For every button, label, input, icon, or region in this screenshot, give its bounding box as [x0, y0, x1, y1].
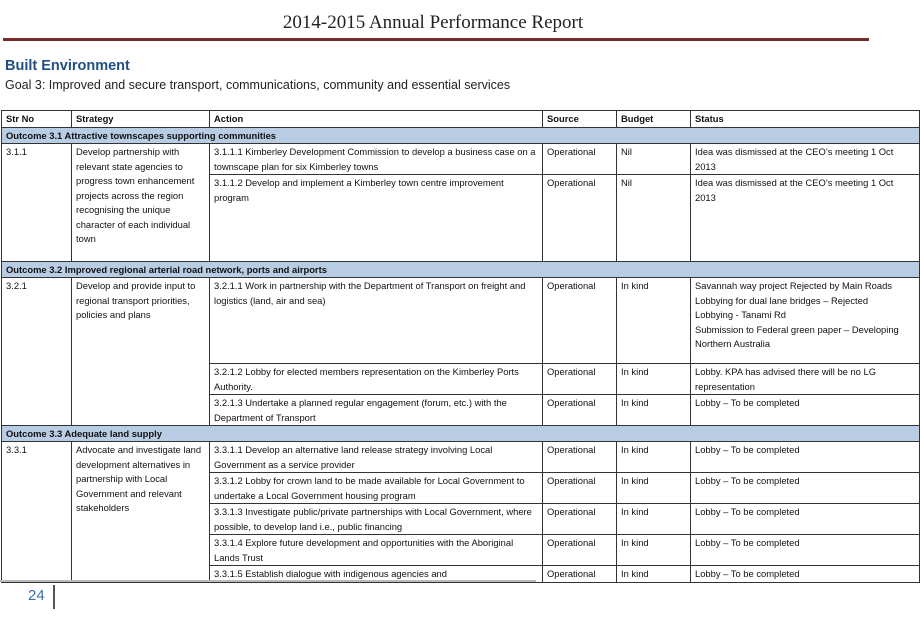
str-no-cell: 3.3.1: [2, 442, 72, 583]
action-cell: 3.1.1.1 Kimberley Development Commission to develop a business case on a townscape plan for six Kimberley towns: [210, 144, 543, 175]
source-cell: Operational: [543, 278, 617, 364]
source-cell: Operational: [543, 473, 617, 504]
budget-cell: In kind: [617, 278, 691, 364]
outcome-label: Outcome 3.1 Attractive townscapes supporting communities: [2, 128, 920, 144]
budget-cell: In kind: [617, 364, 691, 395]
page-number: 24: [28, 587, 45, 604]
table-row: [2, 278, 920, 364]
section-heading: Built Environment: [5, 58, 130, 74]
action-cell: 3.2.1.1 Work in partnership with the Department of Transport on freight and logistics (land, air and sea): [210, 278, 543, 364]
str-no-cell: 3.1.1: [2, 144, 72, 262]
source-cell: Operational: [543, 535, 617, 566]
budget-cell: Nil: [617, 175, 691, 262]
source-cell: Operational: [543, 504, 617, 535]
status-line: Submission to Federal green paper – Developing Northern Australia: [695, 323, 899, 349]
title-divider: [3, 38, 869, 41]
col-header-strategy: Strategy: [72, 111, 210, 128]
status-cell: Lobby – To be completed: [691, 395, 920, 426]
action-cell: 3.3.1.3 Investigate public/private partnerships with Local Government, where possible, to develop land i.e., public financing: [210, 504, 543, 535]
budget-cell: Nil: [617, 144, 691, 175]
col-header-budget: Budget: [617, 111, 691, 128]
col-header-status: Status: [691, 111, 920, 128]
source-cell: Operational: [543, 395, 617, 426]
goal-statement: Goal 3: Improved and secure transport, communications, community and essential services: [5, 78, 511, 92]
budget-cell: In kind: [617, 566, 691, 583]
status-cell: Lobby – To be completed: [691, 566, 920, 583]
status-cell: [691, 278, 920, 364]
source-cell: Operational: [543, 566, 617, 583]
action-cell: 3.3.1.1 Develop an alternative land release strategy involving Local Government as a service provider: [210, 442, 543, 473]
status-cell: Lobby – To be completed: [691, 473, 920, 504]
status-cell: Lobby. KPA has advised there will be no LG representation: [691, 364, 920, 395]
status-cell: Lobby – To be completed: [691, 442, 920, 473]
outcome-row: [2, 426, 920, 442]
status-cell: Lobby – To be completed: [691, 535, 920, 566]
action-cell: 3.1.1.2 Develop and implement a Kimberley town centre improvement program: [210, 175, 543, 262]
action-cell: 3.2.1.3 Undertake a planned regular engagement (forum, etc.) with the Department of Transport: [210, 395, 543, 426]
col-header-source: Source: [543, 111, 617, 128]
outcome-label: Outcome 3.3 Adequate land supply: [2, 426, 920, 442]
col-header-str-no: Str No: [2, 111, 72, 128]
source-cell: Operational: [543, 175, 617, 262]
action-cell: 3.3.1.4 Explore future development and opportunities with the Aboriginal Lands Trust: [210, 535, 543, 566]
status-cell: Idea was dismissed at the CEO’s meeting 1 Oct 2013: [691, 175, 920, 262]
budget-cell: In kind: [617, 395, 691, 426]
page-number-bar: [53, 585, 55, 609]
strategy-cell: Advocate and investigate land development alternatives in partnership with Local Government and relevant stakeholders: [72, 442, 210, 583]
source-cell: Operational: [543, 364, 617, 395]
col-header-action: Action: [210, 111, 543, 128]
action-cell: 3.2.1.2 Lobby for elected members representation on the Kimberley Ports Authority.: [210, 364, 543, 395]
status-line: Lobbying - Tanami Rd: [695, 309, 787, 320]
strategy-cell: Develop partnership with relevant state agencies to progress town enhancement projects across the region recognising the unique character of each individual town: [72, 144, 210, 262]
action-cell: 3.3.1.2 Lobby for crown land to be made available for Local Government to undertake a Local Government housing program: [210, 473, 543, 504]
source-cell: Operational: [543, 442, 617, 473]
strategy-cell: Develop and provide input to regional transport priorities, policies and plans: [72, 278, 210, 426]
status-cell: Idea was dismissed at the CEO’s meeting 1 Oct 2013: [691, 144, 920, 175]
report-title: 2014-2015 Annual Performance Report: [282, 12, 584, 33]
performance-table: [1, 110, 920, 583]
footer-divider: [0, 580, 536, 582]
str-no-cell: 3.2.1: [2, 278, 72, 426]
status-line: Lobbying for dual lane bridges – Rejected: [695, 294, 869, 306]
status-cell: Lobby – To be completed: [691, 504, 920, 535]
budget-cell: In kind: [617, 442, 691, 473]
table-row: [2, 442, 920, 473]
budget-cell: In kind: [617, 535, 691, 566]
action-cell: 3.3.1.5 Establish dialogue with indigenous agencies and: [210, 566, 543, 583]
budget-cell: In kind: [617, 473, 691, 504]
table-header-row: [2, 111, 920, 128]
budget-cell: In kind: [617, 504, 691, 535]
outcome-row: [2, 262, 920, 278]
status-line: Savannah way project Rejected by Main Roads: [695, 280, 892, 291]
outcome-label: Outcome 3.2 Improved regional arterial road network, ports and airports: [2, 262, 920, 278]
outcome-row: [2, 128, 920, 144]
source-cell: Operational: [543, 144, 617, 175]
table-row: [2, 144, 920, 175]
